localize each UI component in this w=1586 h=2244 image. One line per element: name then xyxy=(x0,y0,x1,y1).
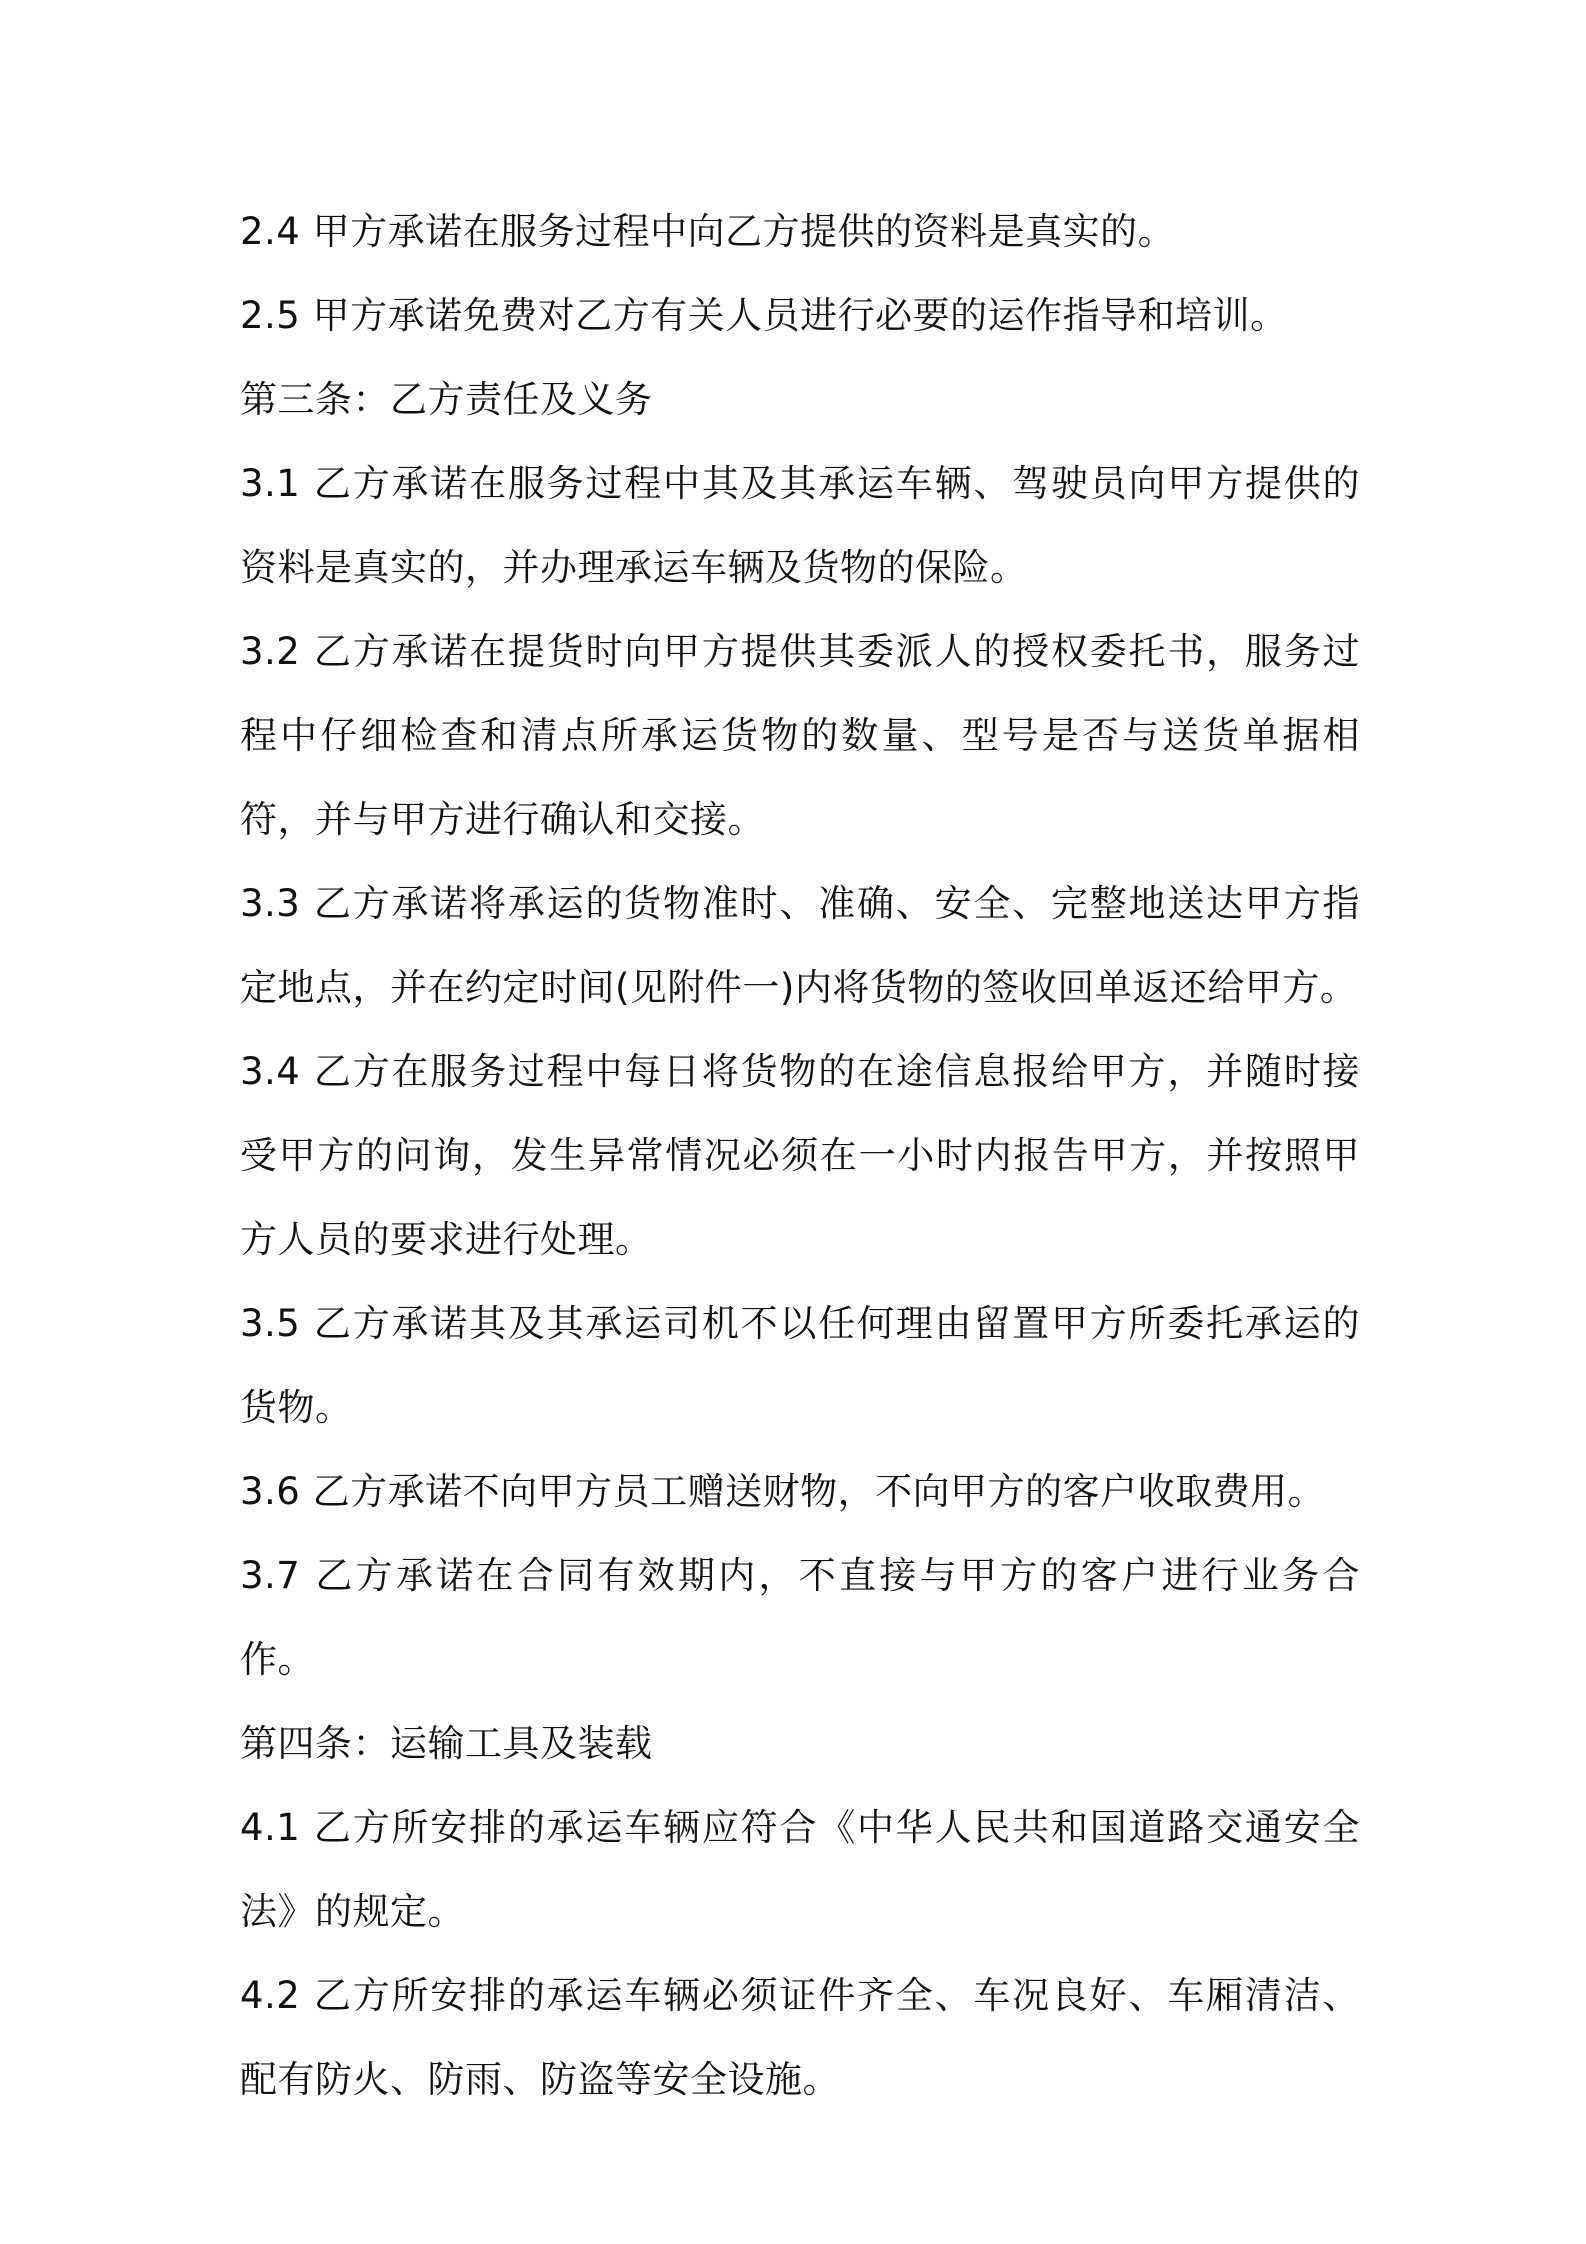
clause-2-4: 2.4 甲方承诺在服务过程中向乙方提供的资料是真实的。 xyxy=(240,210,1176,253)
clause-3-1: 3.1 乙方承诺在服务过程中其及其承运车辆、驾驶员向甲方提供的资料是真实的，并办理承运车辆及货物的保险。 xyxy=(240,462,1360,589)
clause-4-2: 4.2 乙方所安排的承运车辆必须证件齐全、车况良好、车厢清洁、配有防火、防雨、防盗等安全设施。 xyxy=(240,1974,1360,2101)
clause-3-4: 3.4 乙方在服务过程中每日将货物的在途信息报给甲方，并随时接受甲方的问询，发生异常情况必须在一小时内报告甲方，并按照甲方人员的要求进行处理。 xyxy=(240,1050,1360,1261)
clause-3-7: 3.7 乙方承诺在合同有效期内，不直接与甲方的客户进行业务合作。 xyxy=(240,1554,1360,1681)
section-heading-article-4: 第四条：运输工具及装载 xyxy=(240,1722,653,1765)
clause-3-5: 3.5 乙方承诺其及其承运司机不以任何理由留置甲方所委托承运的货物。 xyxy=(240,1302,1360,1429)
section-heading-article-3: 第三条：乙方责任及义务 xyxy=(240,378,653,421)
clause-4-1: 4.1 乙方所安排的承运车辆应符合《中华人民共和国道路交通安全法》的规定。 xyxy=(240,1806,1360,1933)
document-page xyxy=(240,190,1360,2122)
clause-2-5: 2.5 甲方承诺免费对乙方有关人员进行必要的运作指导和培训。 xyxy=(240,294,1288,337)
clause-3-3: 3.3 乙方承诺将承运的货物准时、准确、安全、完整地送达甲方指定地点，并在约定时间(见附件一)内将货物的签收回单返还给甲方。 xyxy=(240,882,1360,1009)
clause-3-6: 3.6 乙方承诺不向甲方员工赠送财物，不向甲方的客户收取费用。 xyxy=(240,1470,1326,1513)
clause-3-2: 3.2 乙方承诺在提货时向甲方提供其委派人的授权委托书，服务过程中仔细检查和清点所承运货物的数量、型号是否与送货单据相符，并与甲方进行确认和交接。 xyxy=(240,630,1360,841)
